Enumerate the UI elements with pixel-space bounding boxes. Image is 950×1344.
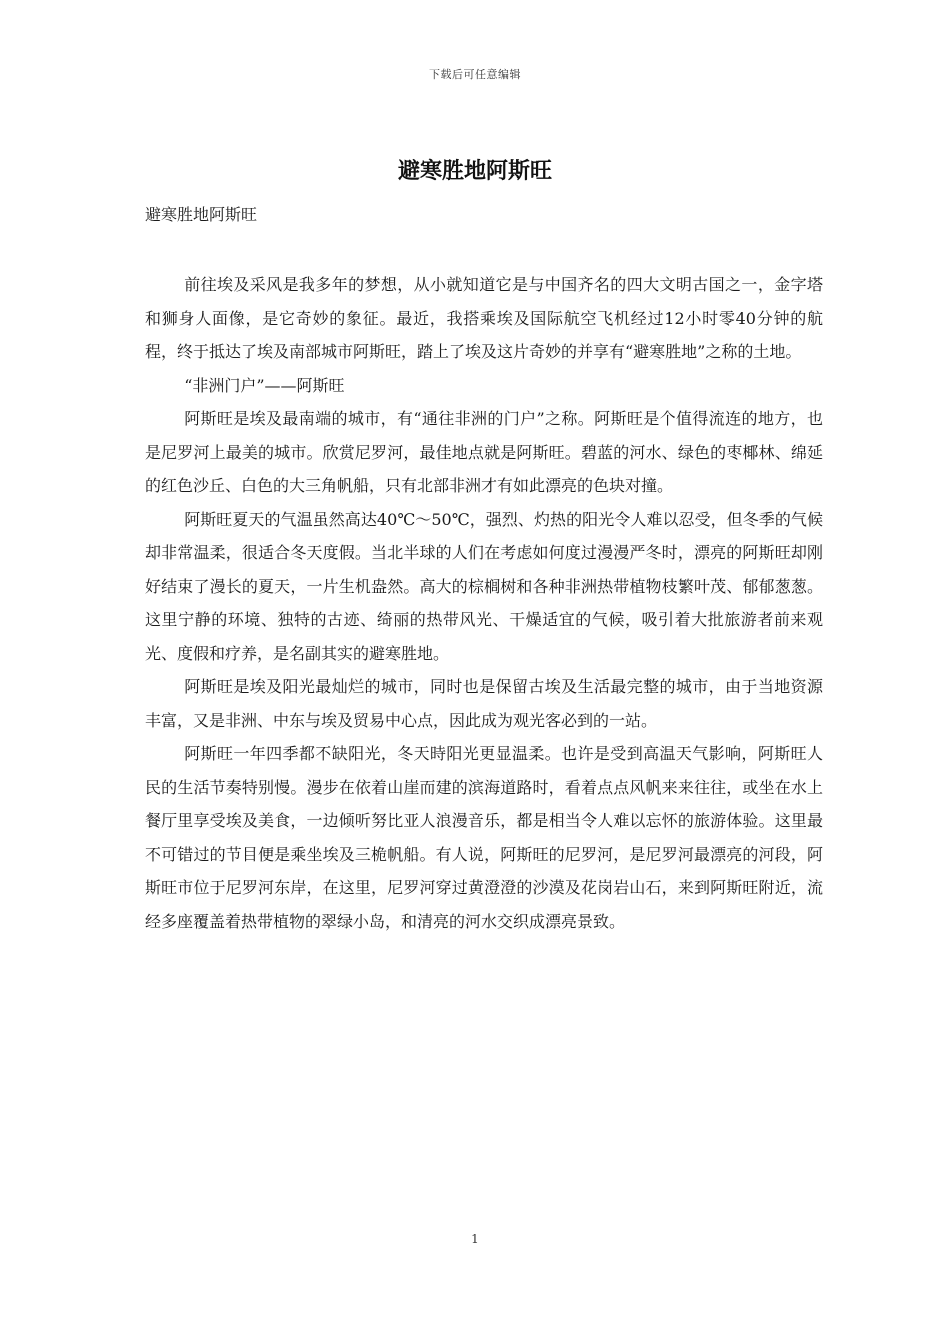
document-title: 避寒胜地阿斯旺	[397, 158, 552, 184]
page-number: 1	[471, 1232, 479, 1246]
paragraph-nile: 阿斯旺一年四季都不缺阳光，冬天時阳光更显温柔。也许是受到高温天气影响，阿斯旺人民的生活节奏特别慢。漫步在依着山崖而建的滨海道路时，看着点点风帆来来往往，或坐在水上餐厅里享受埃及美食，一边倾听努比亚人浪漫音乐，都是相当令人难以忘怀的旅游体验。这里最不可错过的节目便是乘坐埃及三桅帆船。有人说，阿斯旺的尼罗河，是尼罗河最漂亮的河段，阿斯旺市位于尼罗河东岸，在这里，尼罗河穿过黄澄澄的沙漠及花岗岩山石，来到阿斯旺附近，流经多座覆盖着热带植物的翠绿小岛，和清亮的河水交织成漂亮景致。	[145, 744, 823, 931]
paragraph-climate: 阿斯旺夏天的气温虽然高达40℃～50℃，强烈、灼热的阳光令人难以忍受，但冬季的气候却非常温柔，很适合冬天度假。当北半球的人们在考虑如何度过漫漫严冬时，漂亮的阿斯旺却刚好结束了漫长的夏天，一片生机盎然。高大的棕榈树和各种非洲热带植物枝繁叶茂、郁郁葱葱。这里宁静的环境、独特的古迹、绮丽的热带风光、干燥适宜的气候，吸引着大批旅游者前来观光、度假和疗养，是名副其实的避寒胜地。	[145, 509, 823, 663]
section-heading: “非洲门户”——阿斯旺	[184, 375, 345, 395]
document-subtitle: 避寒胜地阿斯旺	[145, 205, 258, 224]
paragraph-intro: 前往埃及采风是我多年的梦想，从小就知道它是与中国齐名的四大文明古国之一，金字塔和狮身人面像，是它奇妙的象征。最近，我搭乘埃及国际航空飞机经过12小时零40分钟的航程，终于抵达了埃及南部城市阿斯旺，踏上了埃及这片奇妙的并享有“避寒胜地”之称的土地。	[145, 275, 823, 361]
body-text	[145, 268, 823, 938]
header-note: 下载后可任意编辑	[429, 68, 521, 81]
paragraph-sunshine: 阿斯旺是埃及阳光最灿烂的城市，同时也是保留古埃及生活最完整的城市，由于当地资源丰富，又是非洲、中东与埃及贸易中心点，因此成为观光客必到的一站。	[145, 677, 823, 730]
paragraph-gateway: 阿斯旺是埃及最南端的城市，有“通往非洲的门户”之称。阿斯旺是个值得流连的地方，也是尼罗河上最美的城市。欣赏尼罗河，最佳地点就是阿斯旺。碧蓝的河水、绿色的枣椰林、绵延的红色沙丘、白色的大三角帆船，只有北部非洲才有如此漂亮的色块对撞。	[145, 409, 823, 495]
